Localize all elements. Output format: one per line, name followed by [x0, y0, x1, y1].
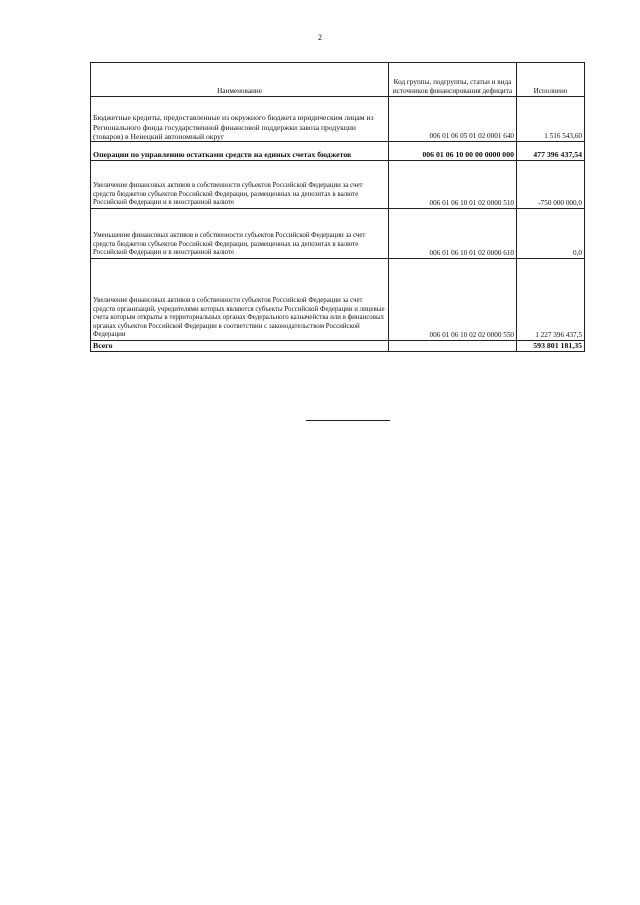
row-value: 1 516 543,60: [517, 97, 585, 142]
table-row: [91, 161, 585, 209]
total-label: Всего: [91, 341, 389, 352]
row-code: 006 01 06 10 00 00 0000 000: [389, 142, 517, 161]
financing-sources-table: [90, 62, 585, 352]
header-name: Наименование: [91, 63, 389, 97]
page-number: 2: [318, 33, 322, 42]
row-code: 006 01 06 10 01 02 0000 610: [389, 209, 517, 259]
row-name: Операции по управлению остатками средств на единых счетах бюджетов: [91, 142, 389, 161]
row-name: Увеличение финансовых активов в собственности субъектов Российской Федерации за счет средств организаций, учредителями которых являются субъекты Российской Федерации и лицевые счета которым открыты в территориальных органах Федерального казначейства или в финансовых органах субъектов Российской Федерации в соответствии с законодательством Российской Федерации: [91, 259, 389, 341]
row-code: 006 01 06 10 01 02 0000 510: [389, 161, 517, 209]
row-code: 006 01 06 05 01 02 0001 640: [389, 97, 517, 142]
row-name: Бюджетные кредиты, предоставленные из окружного бюджета юридическим лицам из Регионального фонда государственной финансовой поддержки завоза продукции (товаров) в Ненецкий автономный округ: [91, 97, 389, 142]
header-code: Код группы, подгруппы, статьи и вида источников финансирования дефицита: [389, 63, 517, 97]
table-row: [91, 142, 585, 161]
row-value: 1 227 396 437,5: [517, 259, 585, 341]
row-value: 477 396 437,54: [517, 142, 585, 161]
table-row: [91, 209, 585, 259]
table-header-row: [91, 63, 585, 97]
row-code: 006 01 06 10 02 02 0000 550: [389, 259, 517, 341]
row-value: -750 000 000,0: [517, 161, 585, 209]
row-value: 0,0: [517, 209, 585, 259]
header-value: Исполнено: [517, 63, 585, 97]
table-row: [91, 259, 585, 341]
total-row: [91, 341, 585, 352]
table-row: [91, 97, 585, 142]
row-name: Уменьшение финансовых активов в собственности субъектов Российской Федерации за счет средств бюджетов субъектов Российской Федерации, размещенных на депозитах в валюте Российской Федерации и в иностранной валюте: [91, 209, 389, 259]
row-name: Увеличение финансовых активов в собственности субъектов Российской Федерации за счет средств бюджетов субъектов Российской Федерации, размещенных на депозитах в валюте Российской Федерации и в иностранной валюте: [91, 161, 389, 209]
total-code-empty: [389, 341, 517, 352]
total-value: 593 801 181,35: [517, 341, 585, 352]
end-separator-line: [306, 420, 390, 421]
